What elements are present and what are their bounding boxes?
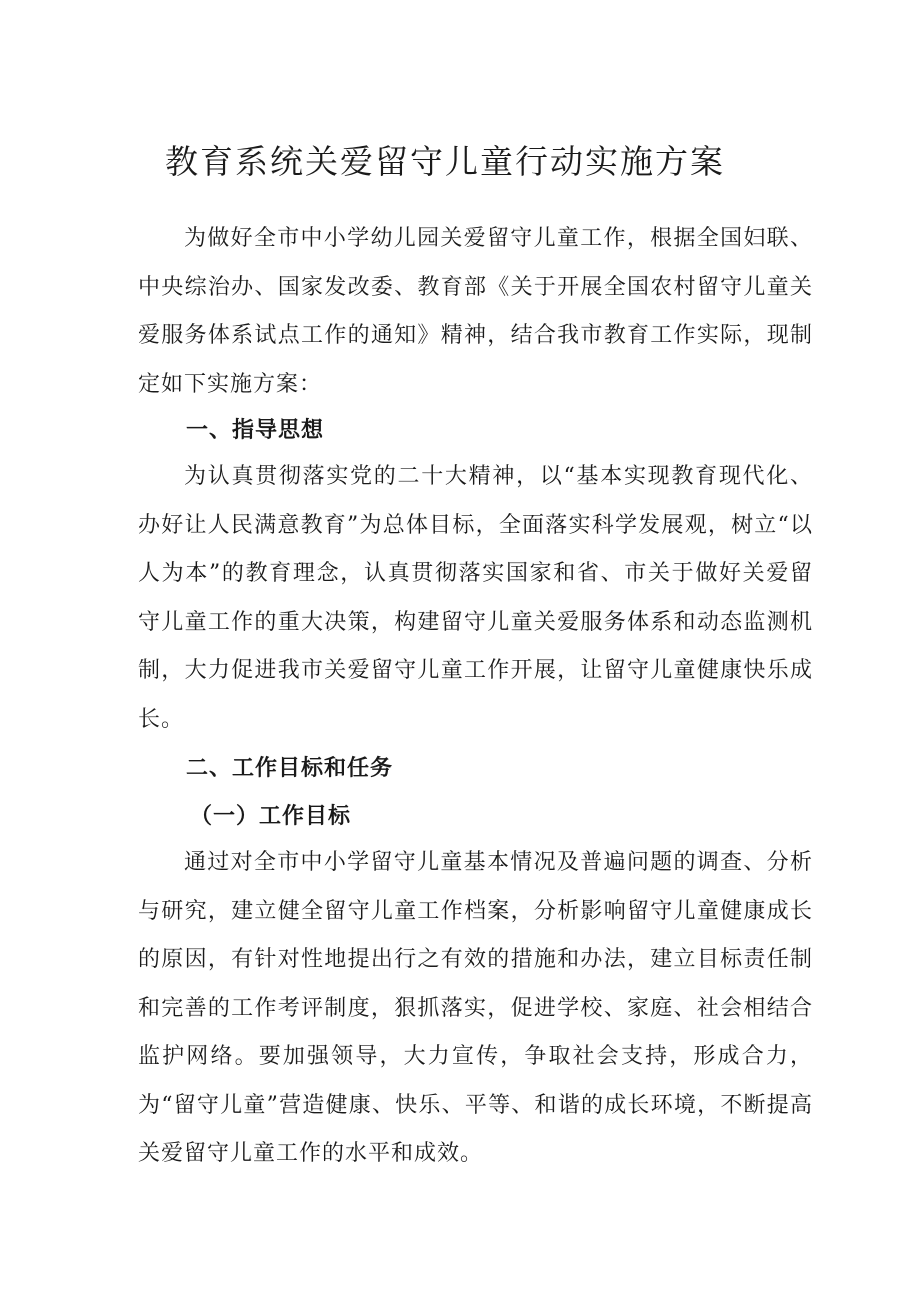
document-title: 教育系统关爱留守儿童行动实施方案 [165,142,725,181]
section-heading-goals-and-tasks: 二、工作目标和任务 [186,756,394,781]
subsection-heading-work-goals: （一）工作目标 [190,803,352,829]
work-goals-paragraph: 通过对全市中小学留守儿童基本情况及普遍问题的调查、分析与研究，建立健全留守儿童工作档案，分析影响留守儿童健康成长的原因，有针对性地提出行之有效的措施和办法，建立目标责任制和完善的工作考评制度，狠抓落实，促进学校、家庭、社会相结合监护网络。要加强领导，大力宣传，争取社会支持，形成合力，为“留守儿童”营造健康、快乐、平等、和谐的成长环境，不断提高关爱留守儿童工作的水平和成效。 [138,850,813,1166]
guiding-ideology-paragraph: 为认真贯彻落实党的二十大精神，以“基本实现教育现代化、办好让人民满意教育”为总体目标，全面落实科学发展观，树立“以人为本”的教育理念，认真贯彻落实国家和省、市关于做好关爱留守儿童工作的重大决策，构建留守儿童关爱服务体系和动态监测机制，大力促进我市关爱留守儿童工作开展，让留守儿童健康快乐成长。 [138,464,813,732]
intro-paragraph: 为做好全市中小学幼儿园关爱留守儿童工作，根据全国妇联、中央综治办、国家发改委、教育部《关于开展全国农村留守儿童关爱服务体系试点工作的通知》精神，结合我市教育工作实际，现制定如下实施方案： [138,226,813,397]
section-heading-guiding-ideology: 一、指导思想 [186,418,325,443]
